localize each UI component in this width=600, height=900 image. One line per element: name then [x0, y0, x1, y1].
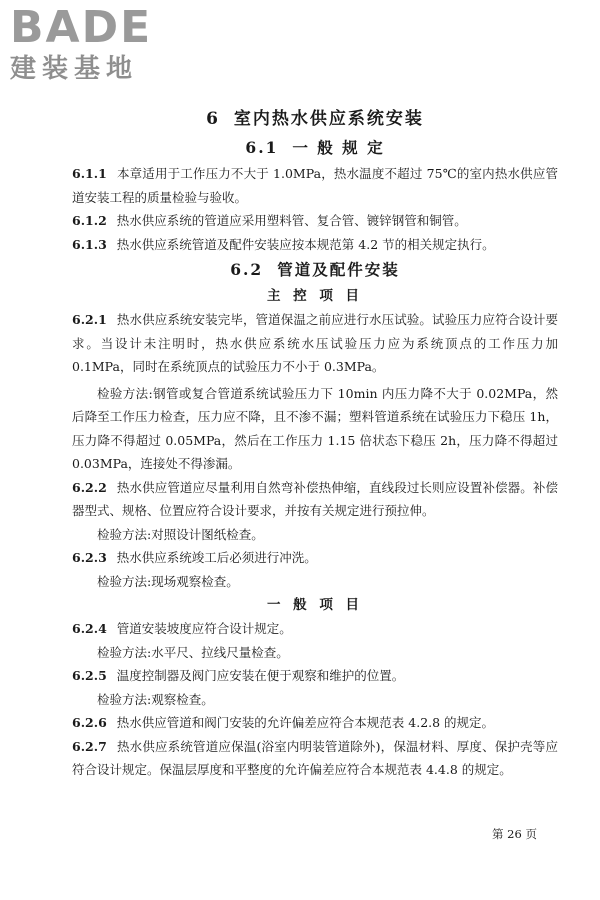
clause-number: 6.2.4	[72, 621, 107, 636]
clause-6-2-1	[72, 308, 558, 379]
check-method: 检验方法:水平尺、拉线尺量检查。	[97, 644, 289, 660]
clause-text: 管道安装坡度应符合设计规定。	[116, 621, 292, 636]
main-items-heading: 主 控 项 目	[266, 288, 364, 304]
check-method: 检验方法:对照设计图纸检查。	[97, 526, 264, 542]
logo-mark: BADE	[10, 2, 153, 53]
chapter-text: 室内热水供应系统安装	[233, 109, 424, 129]
clause-text: 热水供应系统竣工后必须进行冲洗。	[116, 550, 317, 565]
section-number: 6.1	[245, 138, 279, 157]
clause-text: 热水供应系统安装完毕，管道保温之前应进行水压试验。试验压力应符合设计要求。当设计未注明时，热水供应系统水压试验压力应为系统顶点的工作压力加 0.1MPa，同时在系统顶点的试验压力不小于 0.3MPa。	[72, 312, 558, 374]
clause-6-1-3	[72, 233, 558, 257]
clause-6-1-1	[72, 162, 558, 209]
clause-number: 6.2.2	[72, 479, 107, 495]
clause-number: 6.1.3	[72, 236, 107, 252]
clause-number: 6.2.5	[72, 668, 107, 683]
section-number: 6.2	[230, 260, 264, 279]
clause-text: 热水供应系统管道应保温(浴室内明装管道除外)，保温材料、厚度、保护壳等应符合设计规定。保温层厚度和平整度的允许偏差应符合本规范表 4.4.8 的规定。	[72, 738, 558, 777]
clause-number: 6.2.1	[72, 312, 107, 327]
check-method: 检验方法:钢管或复合管道系统试验压力下 10min 内压力降不大于 0.02MPa，然后降至工作压力检查，压力应不降，且不渗不漏；塑料管道系统在试验压力下稳压 1h，压力降不得超过 0.05MPa，然后在工作压力 1.15 倍状态下稳压 2h，压力降不得超过 0.03MPa，连接处不得渗漏。	[72, 385, 558, 471]
document-page	[72, 104, 558, 782]
clause-text: 本章适用于工作压力不大于 1.0MPa，热水温度不超过 75℃的室内热水供应管道安装工程的质量检验与验收。	[72, 166, 558, 205]
clause-6-2-5	[72, 664, 558, 688]
clause-text: 热水供应系统的管道应采用塑料管、复合管、镀锌钢管和铜管。	[116, 213, 467, 228]
page-number: 第 26 页	[492, 827, 537, 841]
clause-number: 6.1.2	[72, 213, 107, 228]
clause-number: 6.2.3	[72, 550, 107, 565]
section-title: 管道及配件安装	[277, 260, 400, 279]
chapter-title	[72, 104, 558, 134]
clause-number: 6.2.6	[72, 715, 107, 730]
clause-number: 6.1.1	[72, 166, 107, 181]
clause-text: 热水供应系统管道及配件安装应按本规范第 4.2 节的相关规定执行。	[116, 236, 495, 252]
bade-logo	[10, 2, 180, 84]
clause-6-2-2	[72, 476, 558, 523]
clause-6-2-4	[72, 617, 558, 641]
section-title: 一 般 规 定	[292, 138, 385, 157]
general-items-heading: 一 般 项 目	[266, 597, 364, 613]
clause-text: 热水供应管道和阀门安装的允许偏差应符合本规范表 4.2.8 的规定。	[116, 715, 495, 730]
clause-6-2-7	[72, 735, 558, 782]
logo-subtitle: 建装基地	[10, 54, 139, 84]
section-heading-6-2	[72, 256, 558, 284]
section-heading-6-1	[72, 134, 558, 162]
chapter-number: 6	[206, 109, 220, 129]
clause-6-2-6	[72, 711, 558, 735]
clause-text: 热水供应管道应尽量利用自然弯补偿热伸缩，直线段过长则应设置补偿器。补偿器型式、规格、位置应符合设计要求，并按有关规定进行预拉伸。	[72, 479, 558, 518]
clause-number: 6.2.7	[72, 738, 107, 754]
check-method: 检验方法:观察检查。	[97, 691, 214, 707]
check-method: 检验方法:现场观察检查。	[97, 573, 239, 589]
clause-text: 温度控制器及阀门应安装在便于观察和维护的位置。	[116, 668, 405, 683]
clause-6-1-2	[72, 209, 558, 233]
clause-6-2-3	[72, 546, 558, 570]
